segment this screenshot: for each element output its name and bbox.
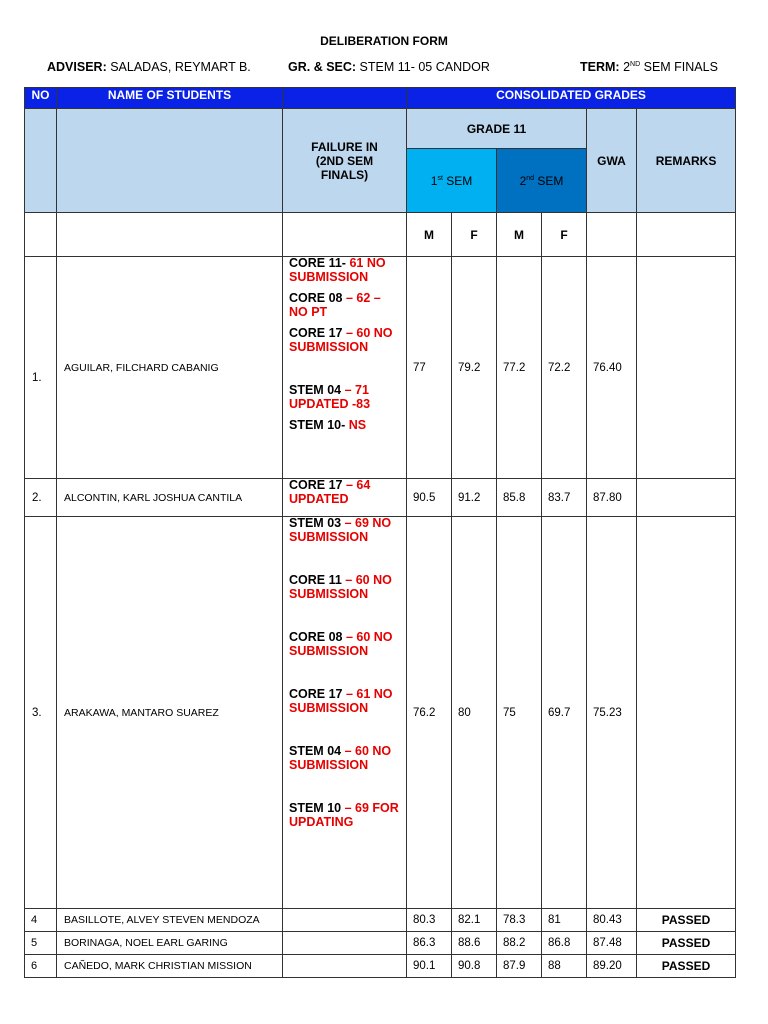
grade-f2: 86.8	[542, 932, 587, 955]
failure-entry	[289, 257, 402, 284]
failure-subject: CORE 17	[289, 326, 343, 340]
grade-m1: 77	[407, 257, 452, 479]
grade-m2: 77.2	[497, 257, 542, 479]
failure-entry	[289, 631, 402, 658]
adviser-info	[47, 60, 251, 74]
grade-f2: 69.7	[542, 517, 587, 909]
grade-f2: 83.7	[542, 479, 587, 517]
f2-header: F	[542, 213, 587, 257]
failure-note: – 69 FOR UPDATING	[289, 801, 399, 829]
no-header: NO	[25, 88, 57, 109]
remarks-value	[637, 517, 736, 909]
table-row	[25, 517, 736, 909]
mf-blank-no	[25, 213, 57, 257]
sem2-header	[497, 149, 587, 213]
failure-subject: STEM 04	[289, 383, 342, 397]
student-name: CAÑEDO, MARK CHRISTIAN MISSION	[57, 955, 283, 978]
sem1-sup: st	[437, 174, 443, 182]
term-label: TERM:	[580, 60, 620, 74]
grade-f1: 80	[452, 517, 497, 909]
grade-m1: 86.3	[407, 932, 452, 955]
failure-subject: STEM 03	[289, 516, 342, 530]
table-row	[25, 909, 736, 932]
adviser-value: SALADAS, REYMART B.	[110, 60, 251, 74]
remarks-value: PASSED	[637, 932, 736, 955]
gwa-value: 87.80	[587, 479, 637, 517]
m2-header: M	[497, 213, 542, 257]
sem1-text: SEM	[442, 173, 473, 188]
failure-entry	[289, 292, 402, 319]
table-row	[25, 479, 736, 517]
remarks-value	[637, 479, 736, 517]
section-info	[288, 60, 490, 74]
failure-entry	[289, 479, 402, 506]
failure-entry	[289, 745, 402, 772]
failure-note: – 71 UPDATED -83	[289, 383, 371, 411]
remarks-header: REMARKS	[637, 109, 736, 213]
grade-f2: 88	[542, 955, 587, 978]
gwa-value: 87.48	[587, 932, 637, 955]
adviser-label: ADVISER:	[47, 60, 107, 74]
grade-m1: 80.3	[407, 909, 452, 932]
remarks-value	[637, 257, 736, 479]
student-name: BASILLOTE, ALVEY STEVEN MENDOZA	[57, 909, 283, 932]
grade-f1: 88.6	[452, 932, 497, 955]
failure-entry	[289, 419, 402, 433]
student-number: 5	[25, 932, 57, 955]
failure-note: – 62 – NO PT	[289, 291, 381, 319]
gwa-value: 76.40	[587, 257, 637, 479]
sem1-header	[407, 149, 497, 213]
grade-header: GRADE 11	[407, 109, 587, 149]
name-header: NAME OF STUDENTS	[57, 88, 283, 109]
student-number: 6	[25, 955, 57, 978]
failure-list	[283, 932, 407, 955]
grade-m2: 78.3	[497, 909, 542, 932]
failure-note: – 61 NO SUBMISSION	[289, 687, 393, 715]
remarks-value: PASSED	[637, 909, 736, 932]
failure-header: FAILURE IN (2ND SEM FINALS)	[283, 109, 407, 213]
grade-m2: 75	[497, 517, 542, 909]
sem1-num: 1	[430, 173, 438, 188]
failure-header-top	[283, 88, 407, 109]
student-number: 3.	[25, 517, 57, 909]
m1-header: M	[407, 213, 452, 257]
table-row	[25, 955, 736, 978]
table-row	[25, 932, 736, 955]
failure-entry	[289, 802, 402, 829]
grade-m2: 85.8	[497, 479, 542, 517]
failure-note: NS	[345, 418, 367, 432]
grade-f1: 91.2	[452, 479, 497, 517]
term-value-suffix: SEM FINALS	[640, 60, 718, 74]
form-title: DELIBERATION FORM	[320, 34, 448, 48]
mf-blank-name	[57, 213, 283, 257]
failure-subject: CORE 08	[289, 630, 343, 644]
grade-f1: 79.2	[452, 257, 497, 479]
student-name: BORINAGA, NOEL EARL GARING	[57, 932, 283, 955]
student-name: ALCONTIN, KARL JOSHUA CANTILA	[57, 479, 283, 517]
failure-subject: STEM 10	[289, 801, 342, 815]
f1-header: F	[452, 213, 497, 257]
failure-note: 61 NO SUBMISSION	[289, 256, 386, 284]
failure-subject: CORE 11-	[289, 256, 346, 270]
failure-subject: STEM 04	[289, 744, 342, 758]
grade-f2: 72.2	[542, 257, 587, 479]
student-number: 4	[25, 909, 57, 932]
student-number: 1.	[25, 257, 57, 479]
failure-entry	[289, 574, 402, 601]
failure-note: – 64 UPDATED	[289, 478, 371, 506]
grade-m1: 90.5	[407, 479, 452, 517]
failure-list	[283, 257, 407, 479]
failure-entry	[289, 384, 402, 411]
grade-m1: 90.1	[407, 955, 452, 978]
name-header-body	[57, 109, 283, 213]
grade-f2: 81	[542, 909, 587, 932]
consolidated-header: CONSOLIDATED GRADES	[407, 88, 736, 109]
failure-subject: CORE 17	[289, 478, 343, 492]
section-value: STEM 11- 05 CANDOR	[359, 60, 490, 74]
failure-note: – 60 NO SUBMISSION	[289, 326, 393, 354]
failure-entry	[289, 327, 402, 354]
term-value-sup: ND	[630, 60, 641, 68]
sem2-num: 2	[519, 173, 527, 188]
gwa-value: 89.20	[587, 955, 637, 978]
failure-subject: CORE 11	[289, 573, 342, 587]
grade-f1: 90.8	[452, 955, 497, 978]
failure-note: – 69 NO SUBMISSION	[289, 516, 392, 544]
student-name: ARAKAWA, MANTARO SUAREZ	[57, 517, 283, 909]
failure-subject: CORE 17	[289, 687, 343, 701]
table-row	[25, 257, 736, 479]
failure-note: – 60 NO SUBMISSION	[289, 573, 392, 601]
grade-m2: 87.9	[497, 955, 542, 978]
gwa-header: GWA	[587, 109, 637, 213]
sem2-text: SEM	[534, 173, 564, 188]
gwa-value: 75.23	[587, 517, 637, 909]
failure-list	[283, 479, 407, 517]
failure-list	[283, 517, 407, 909]
term-info	[580, 60, 718, 74]
failure-note: – 60 NO SUBMISSION	[289, 744, 392, 772]
failure-list	[283, 909, 407, 932]
failure-subject: STEM 10-	[289, 418, 346, 432]
grade-f1: 82.1	[452, 909, 497, 932]
deliberation-table	[24, 87, 736, 978]
gwa-value: 80.43	[587, 909, 637, 932]
failure-note: – 60 NO SUBMISSION	[289, 630, 393, 658]
grade-m1: 76.2	[407, 517, 452, 909]
failure-list	[283, 955, 407, 978]
student-name: AGUILAR, FILCHARD CABANIG	[57, 257, 283, 479]
no-header-body	[25, 109, 57, 213]
sem2-sup: nd	[526, 174, 535, 182]
mf-blank-gwa	[587, 213, 637, 257]
failure-subject: CORE 08	[289, 291, 343, 305]
grade-m2: 88.2	[497, 932, 542, 955]
mf-blank-remarks	[637, 213, 736, 257]
student-number: 2.	[25, 479, 57, 517]
failure-entry	[289, 517, 402, 544]
remarks-value: PASSED	[637, 955, 736, 978]
section-label: GR. & SEC:	[288, 60, 357, 74]
failure-entry	[289, 688, 402, 715]
term-value-prefix: 2	[623, 60, 631, 74]
mf-blank-failure	[283, 213, 407, 257]
